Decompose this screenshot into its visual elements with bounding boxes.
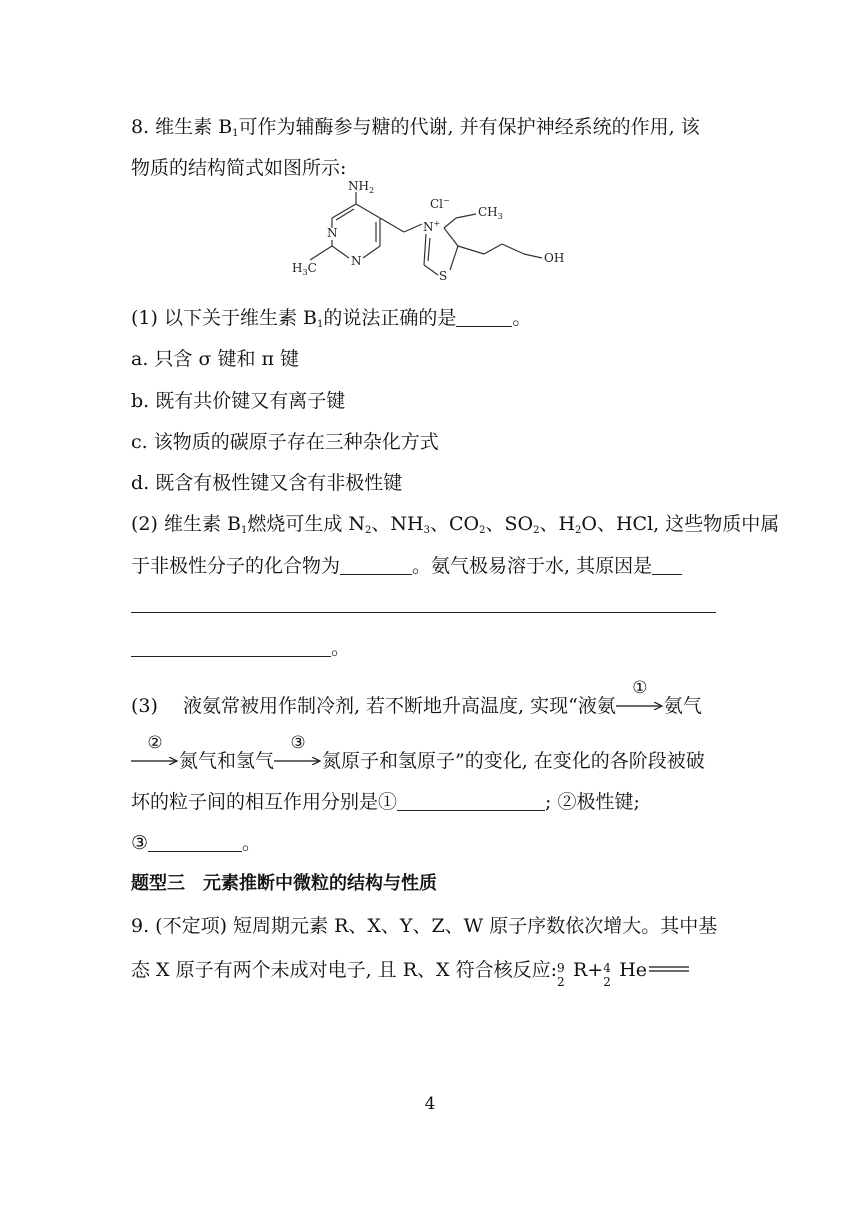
right-arrow-icon — [616, 702, 664, 710]
answer-blank-1[interactable] — [456, 308, 512, 327]
page-number: 4 — [424, 1094, 436, 1114]
section-title: 题型三 元素推断中微粒的结构与性质 — [131, 873, 437, 894]
option-c: c. 该物质的碳原子存在三种杂化方式 — [131, 431, 439, 453]
q9-line2: 态 X 原子有两个未成对电子, 且 R、X 符合核反应: 9 2 R+ 4 2 He — [131, 958, 691, 982]
option-b: b. 既有共价键又有离子键 — [131, 390, 346, 412]
answer-blank-4[interactable] — [397, 792, 545, 811]
chloride-label: Cl− — [430, 196, 450, 211]
vitamin-b1-structure-diagram — [280, 180, 590, 295]
q9-line1: 9. (不定项) 短周期元素 R、X、Y、Z、W 原子序数依次增大。其中基 — [131, 915, 718, 937]
q8-intro-line1: 8. 维生素 $B_1$可作为辅酶参与糖的代谢, 并有保护神经系统的作用, 该 — [131, 116, 700, 139]
q8-part3-line2: ② 氮气和氢气 ③ 氮原子和氢原子”的变化, 在变化的各阶段被破 — [131, 745, 705, 773]
ch3-right-label: $CH_3$ — [478, 205, 503, 221]
option-a: a. 只含 σ 键和 π 键 — [131, 348, 300, 370]
ch3-left-label: $H_3C$ — [292, 261, 317, 277]
answer-blank-2[interactable] — [340, 556, 412, 575]
oh-label: OH — [544, 251, 565, 265]
answer-blank-3c[interactable] — [131, 638, 331, 657]
q8-part2-line1: (2) 维生素 $B_1$燃烧可生成 $N_2$、$NH_3$、$CO_2$、$SO_2$、$H_2O$、HCl, 这些物质中属 — [131, 513, 780, 536]
nuclide-he: 4 2 — [603, 961, 611, 989]
answer-blank-3a[interactable] — [652, 556, 682, 575]
answer-blank-5[interactable] — [148, 833, 242, 852]
right-arrow-icon — [274, 757, 322, 765]
q8-part3-line4: ③ 。 — [131, 832, 262, 854]
q8-intro-line2: 物质的结构简式如图所示: — [131, 157, 347, 179]
equals-sign-icon — [647, 964, 691, 974]
right-arrow-icon — [131, 757, 179, 765]
reaction-arrow-1: ① — [616, 690, 664, 714]
n-plus-label: N+ — [423, 219, 441, 234]
q8-part1: (1) 以下关于维生素 $B_1$的说法正确的是 。 — [131, 307, 532, 330]
n-bottom-label: N — [351, 254, 362, 268]
nuclide-r: 9 2 — [557, 961, 565, 989]
q8-part3-line1: (3) 液氨常被用作制冷剂, 若不断地升高温度, 实现“液氨 ① 氨气 — [131, 678, 702, 717]
q8-part3-line3: 坏的粒子间的相互作用分别是① ; ②极性键; — [131, 791, 640, 813]
answer-blank-3b[interactable] — [131, 612, 716, 613]
q8-part2-line2: 于非极性分子的化合物为 。氨气极易溶于水, 其原因是 — [131, 554, 682, 578]
q8-part2-line4: 。 — [131, 636, 350, 660]
nh2-label: $NH_2$ — [348, 180, 375, 195]
reaction-arrow-3: ③ — [274, 745, 322, 769]
sulfur-label: S — [439, 269, 448, 283]
reaction-arrow-2: ② — [131, 745, 179, 769]
option-d: d. 既含有极性键又含有非极性键 — [131, 472, 403, 494]
n-top-label: N — [327, 226, 338, 240]
